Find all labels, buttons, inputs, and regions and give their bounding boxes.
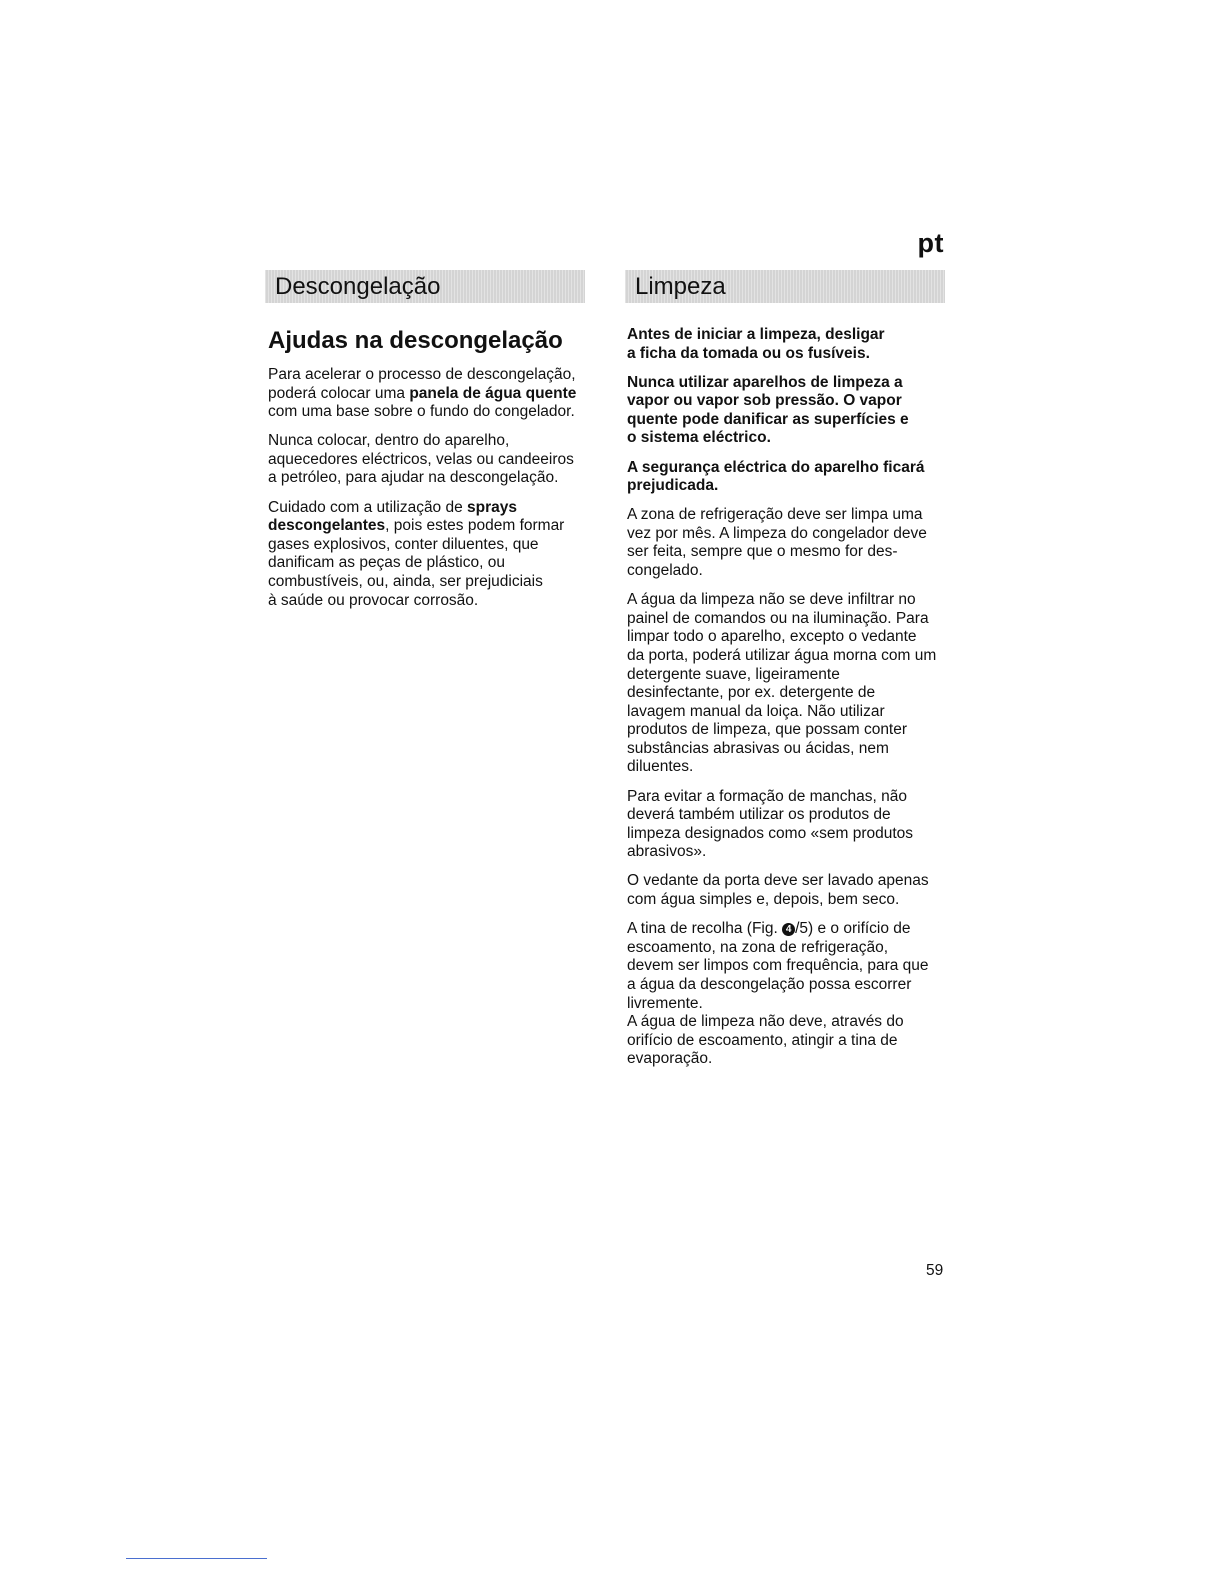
- left-column: [268, 326, 590, 621]
- language-code: pt: [917, 228, 944, 258]
- footer-rule: [126, 1558, 267, 1559]
- section-header-descongelacao: [265, 270, 585, 303]
- figure-number-badge: 4: [782, 923, 795, 936]
- paragraph: Cuidado com a utilização de sprays descongelantes, pois estes podem formar gases explosivos, conter diluentes, que danificam as peças de plástico, ou combustíveis, ou, ainda, ser prejudiciais à saúde ou provocar corrosão.: [268, 498, 565, 609]
- warning-paragraph: A segurança eléctrica do aparelho ficará prejudicada.: [627, 458, 925, 495]
- right-column: [627, 326, 953, 1079]
- paragraph: Para acelerar o processo de descongelação, poderá colocar uma panela de água quente com uma base sobre o fundo do congelador.: [268, 366, 577, 421]
- paragraph: A tina de recolha (Fig. 4 /5) e o orifício de escoamento, na zona de refrigeração, devem ser limpos com frequência, para que a água da descongelação possa escorrer livremente. A água de limpeza não deve, através do orifício de escoamento, atingir a tina de evaporação.: [627, 920, 929, 1068]
- paragraph: A água da limpeza não se deve infiltrar no painel de comandos ou na iluminação. Para limpar todo o aparelho, excepto o vedante da porta, poderá utilizar água morna com um detergente suave, ligeiramente desinfectante, por ex. detergente de lavagem manual da loiça. Não utilizar produtos de limpeza, que possam conter substâncias abrasivas ou ácidas, nem diluentes.: [627, 591, 937, 776]
- paragraph: Nunca colocar, dentro do aparelho, aquecedores eléctricos, velas ou candeeiros a petróleo, para ajudar na descongelação.: [268, 432, 574, 487]
- warning-paragraph: Antes de iniciar a limpeza, desligar a ficha da tomada ou os fusíveis.: [627, 326, 885, 362]
- warning-paragraph: Nunca utilizar aparelhos de limpeza a vapor ou vapor sob pressão. O vapor quente pode danificar as superfícies e o sistema eléctrico.: [627, 373, 909, 447]
- page-number: 59: [926, 1262, 944, 1279]
- subheading: Ajudas na descongelação: [268, 327, 563, 354]
- section-title: Descongelação: [275, 273, 441, 300]
- paragraph: A zona de refrigeração deve ser limpa uma vez por mês. A limpeza do congelador deve ser feita, sempre que o mesmo for des- congelado.: [627, 506, 927, 580]
- paragraph: Para evitar a formação de manchas, não deverá também utilizar os produtos de limpeza designados como «sem produtos abrasivos».: [627, 787, 914, 861]
- section-title: Limpeza: [635, 273, 726, 300]
- section-header-limpeza: [625, 270, 945, 303]
- paragraph: O vedante da porta deve ser lavado apenas com água simples e, depois, bem seco.: [627, 872, 929, 909]
